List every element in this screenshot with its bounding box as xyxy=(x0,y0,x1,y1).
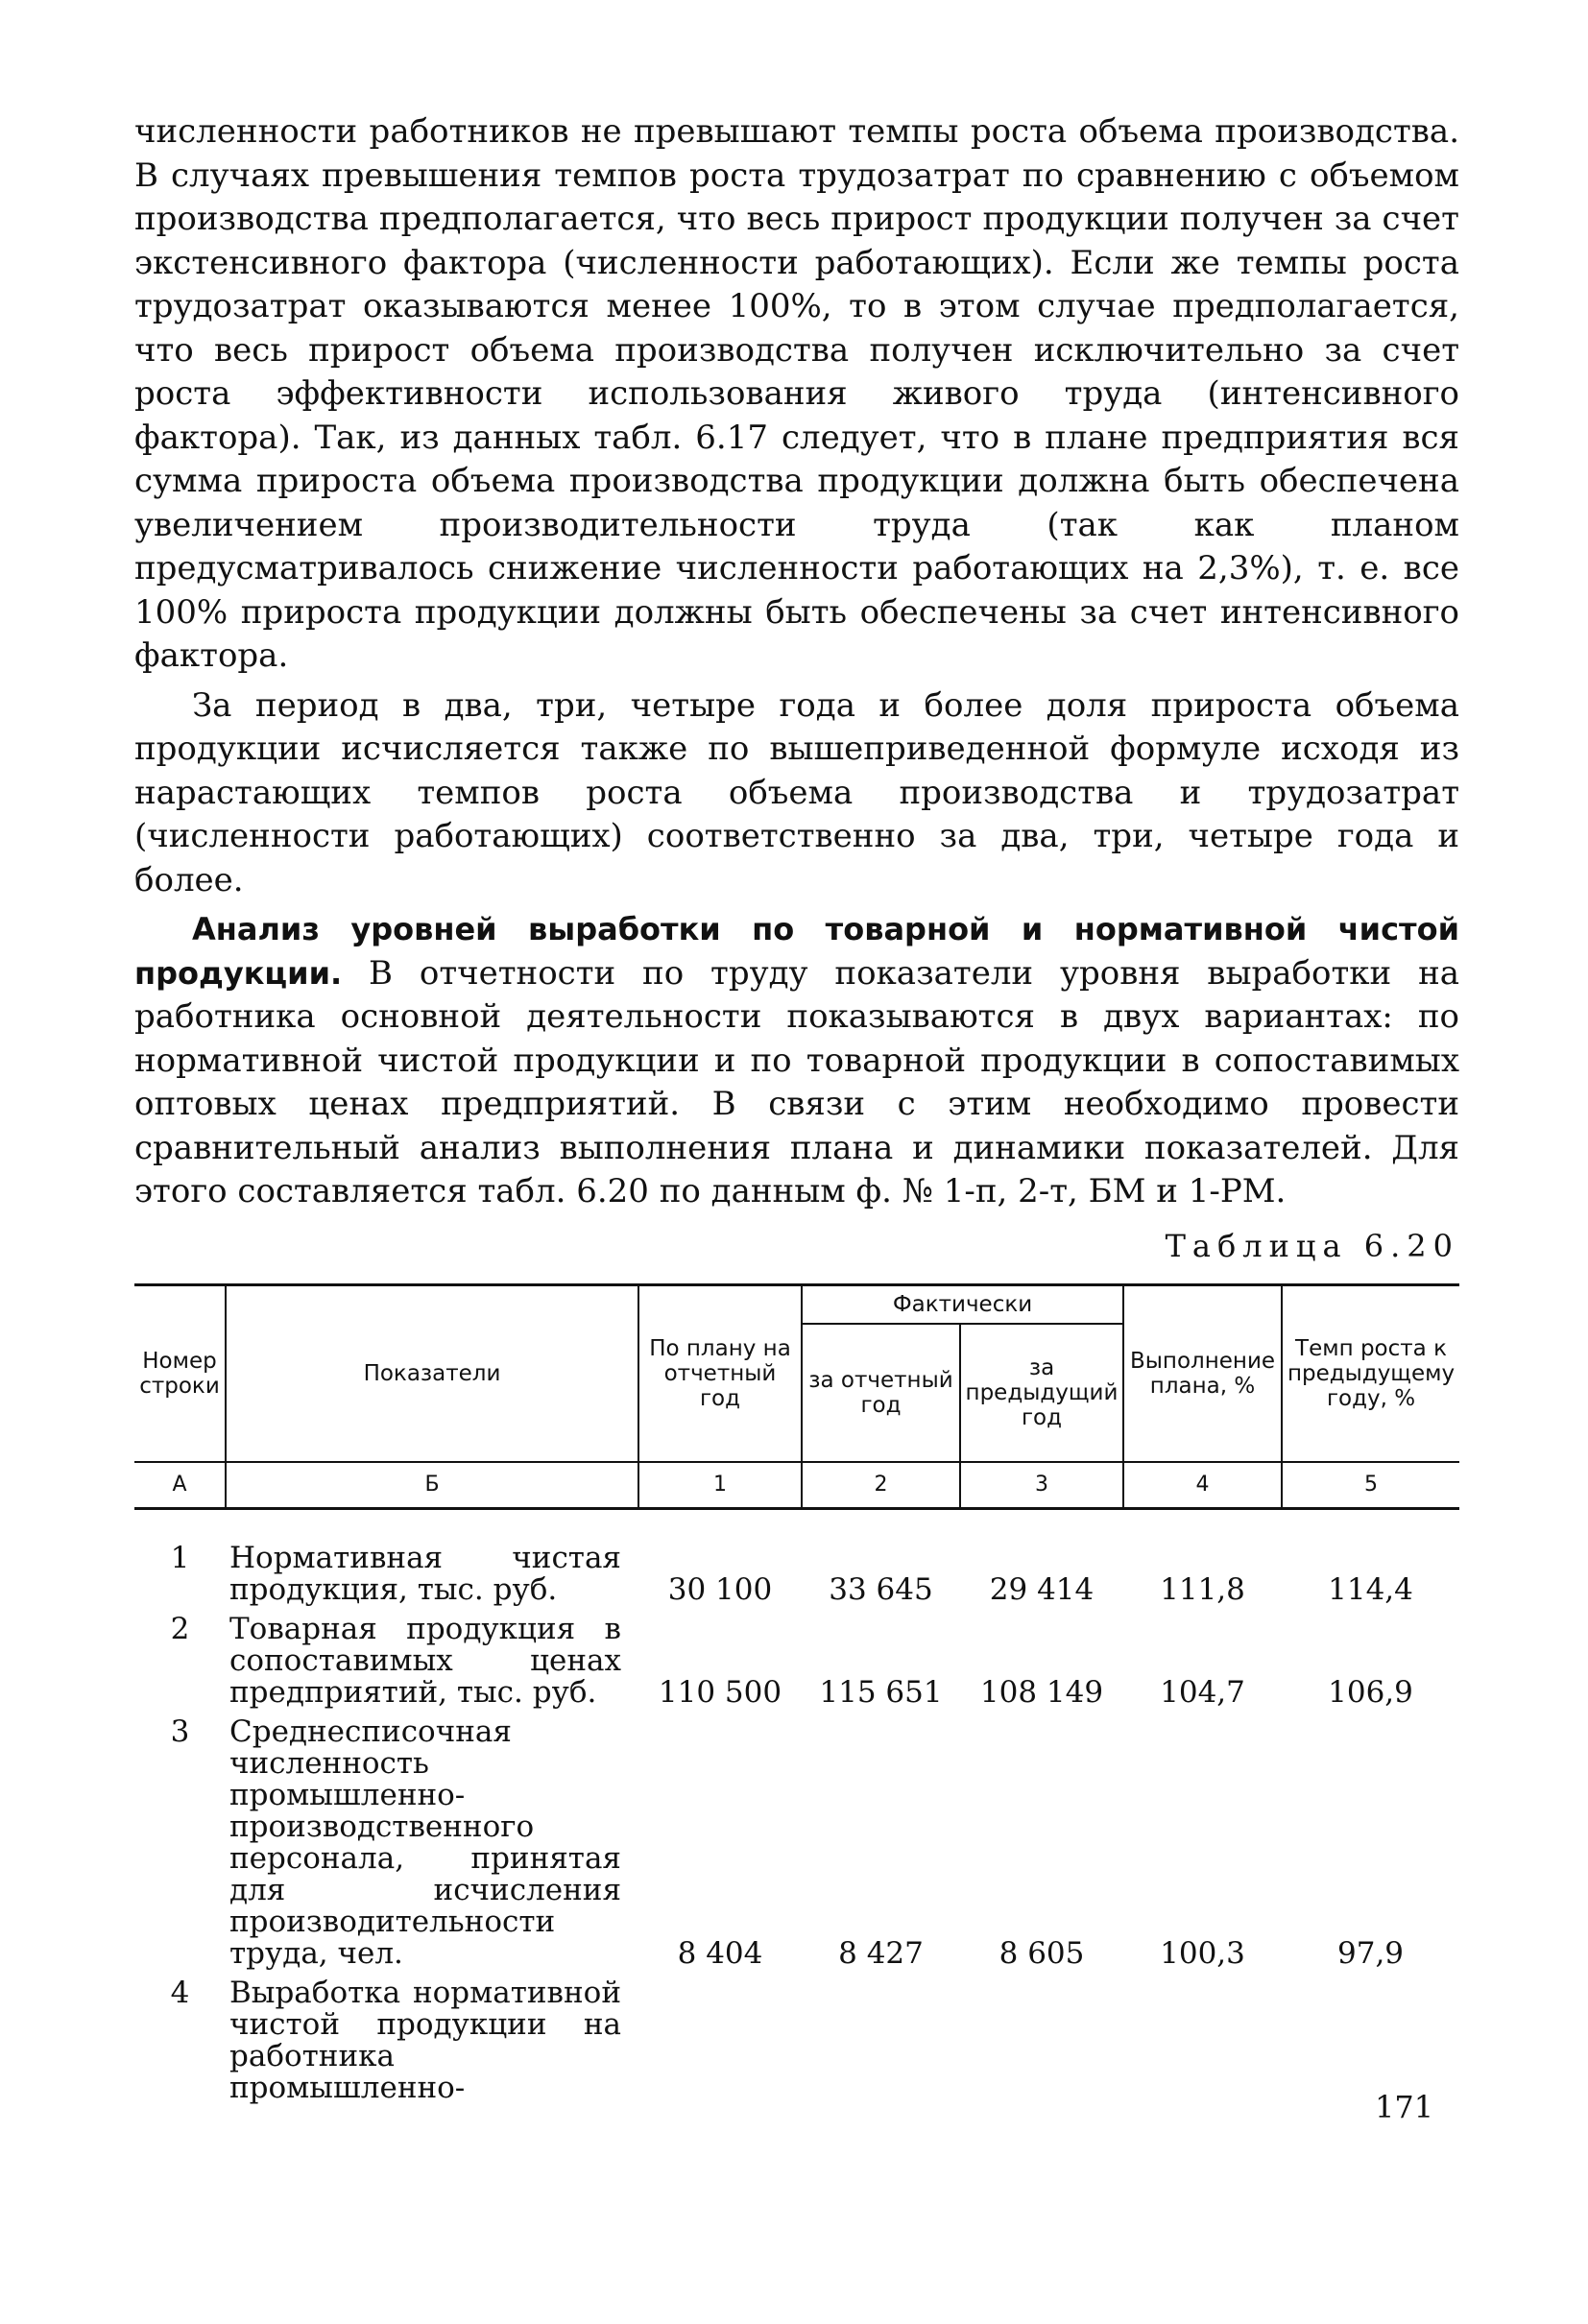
row-fulfillment: 104,7 xyxy=(1160,1674,1245,1710)
paragraph-1: численности работников не превышают темпы роста объема производства. В случаях превышения темпов роста трудозатрат по сравнению с объемом производства предполагается, что весь прирост продукции получен за счет экстенсивного фактора (численности работающих). Если же темпы роста трудозатрат оказываются менее 100%, то в этом случае предполагается, что весь прирост объема производства получен исключительно за счет роста эффективности использования живого труда (интенсивного фактора). Так, из данных табл. 6.17 следует, что в плане предприятия вся сумма прироста объема производства продукции должна быть обеспечена увеличением производительности труда (так как планом предусматривалось снижение численности работающих на 2,3%), т. е. все 100% прироста продукции должны быть обеспечены за счет интенсивного фактора. xyxy=(134,112,1459,675)
row-plan: 30 100 xyxy=(667,1571,773,1607)
row-number: 4 xyxy=(170,1975,190,2010)
section-heading: Анализ уровней выработки по товарной и нормативной чистой продукции. xyxy=(134,911,1459,992)
row-plan xyxy=(638,1977,802,2112)
header-growth: Темп роста к предыдущему году, % xyxy=(1282,1284,1459,1462)
index-2: 2 xyxy=(802,1462,960,1509)
row-growth: 97,9 xyxy=(1337,1935,1405,1971)
indicators-table xyxy=(134,1283,1459,2112)
page-content xyxy=(134,110,1459,2112)
section-text: В отчетности по труду показатели уровня выработки на работника основной деятельности показываются в двух вариантах: по нормативной чистой продукции и по товарной продукции в сопоставимых оптовых ценах предприятий. В связи с этим необходимо провести сравнительный анализ выполнения плана и динамики показателей. Для этого составляется табл. 6.20 по данным ф. № 1-п, 2-т, БМ и 1-РМ. xyxy=(134,953,1459,1210)
row-number: 1 xyxy=(170,1540,190,1575)
row-actual-prev: 29 414 xyxy=(989,1571,1095,1607)
row-fulfillment: 100,3 xyxy=(1160,1935,1245,1971)
row-actual-report: 115 651 xyxy=(819,1674,943,1710)
page-number: 171 xyxy=(1375,2089,1434,2125)
row-indicator: Выработка нормативной чистой продукции на работника промышленно- xyxy=(229,1975,621,2105)
index-1: 1 xyxy=(638,1462,802,1509)
table-row xyxy=(134,1716,1459,1977)
row-actual-report: 33 645 xyxy=(829,1571,933,1607)
header-actual-prev: за предыдущий год xyxy=(960,1324,1123,1462)
header-actual: Фактически xyxy=(802,1284,1123,1324)
table-row xyxy=(134,1614,1459,1716)
paragraph-2: За период в два, три, четыре года и более доля прироста объема продукции исчисляется также по вышеприведенной формуле исходя из нарастающих темпов роста объема производства и трудозатрат (численности работающих) соответственно за два, три, четыре года и более. xyxy=(134,685,1459,899)
header-actual-report: за отчетный год xyxy=(802,1324,960,1462)
row-actual-prev: 8 605 xyxy=(999,1935,1085,1971)
row-actual-report xyxy=(802,1977,960,2112)
row-actual-prev: 108 149 xyxy=(979,1674,1104,1710)
row-actual-prev xyxy=(960,1977,1123,2112)
row-indicator: Среднесписочная численность промышленно-производственного персонала, принятая для исчисления производительности труда, чел. xyxy=(229,1713,621,1971)
index-5: 5 xyxy=(1282,1462,1459,1509)
section-paragraph xyxy=(134,908,1459,1214)
header-plan: По плану на отчетный год xyxy=(638,1284,802,1462)
header-indicators: Показатели xyxy=(226,1284,638,1462)
table-row xyxy=(134,1977,1459,2112)
row-indicator: Нормативная чистая продукция, тыс. руб. xyxy=(229,1540,621,1607)
row-plan: 110 500 xyxy=(658,1674,782,1710)
row-indicator: Товарная продукция в сопоставимых ценах предприятий, тыс. руб. xyxy=(229,1611,621,1710)
row-fulfillment xyxy=(1123,1977,1282,2112)
table-caption: Таблица 6.20 xyxy=(1165,1227,1459,1264)
index-b: Б xyxy=(226,1462,638,1509)
row-growth: 106,9 xyxy=(1328,1674,1413,1710)
index-3: 3 xyxy=(960,1462,1123,1509)
row-plan: 8 404 xyxy=(677,1935,763,1971)
row-growth: 114,4 xyxy=(1328,1571,1413,1607)
index-4: 4 xyxy=(1123,1462,1282,1509)
row-number: 3 xyxy=(170,1713,190,1749)
header-fulfillment: Выполнение плана, % xyxy=(1123,1284,1282,1462)
row-fulfillment: 111,8 xyxy=(1160,1571,1245,1607)
header-row-number: Номер строки xyxy=(134,1284,226,1462)
index-a: А xyxy=(134,1462,226,1509)
table-row xyxy=(134,1508,1459,1614)
row-actual-report: 8 427 xyxy=(838,1935,924,1971)
row-number: 2 xyxy=(170,1611,190,1646)
